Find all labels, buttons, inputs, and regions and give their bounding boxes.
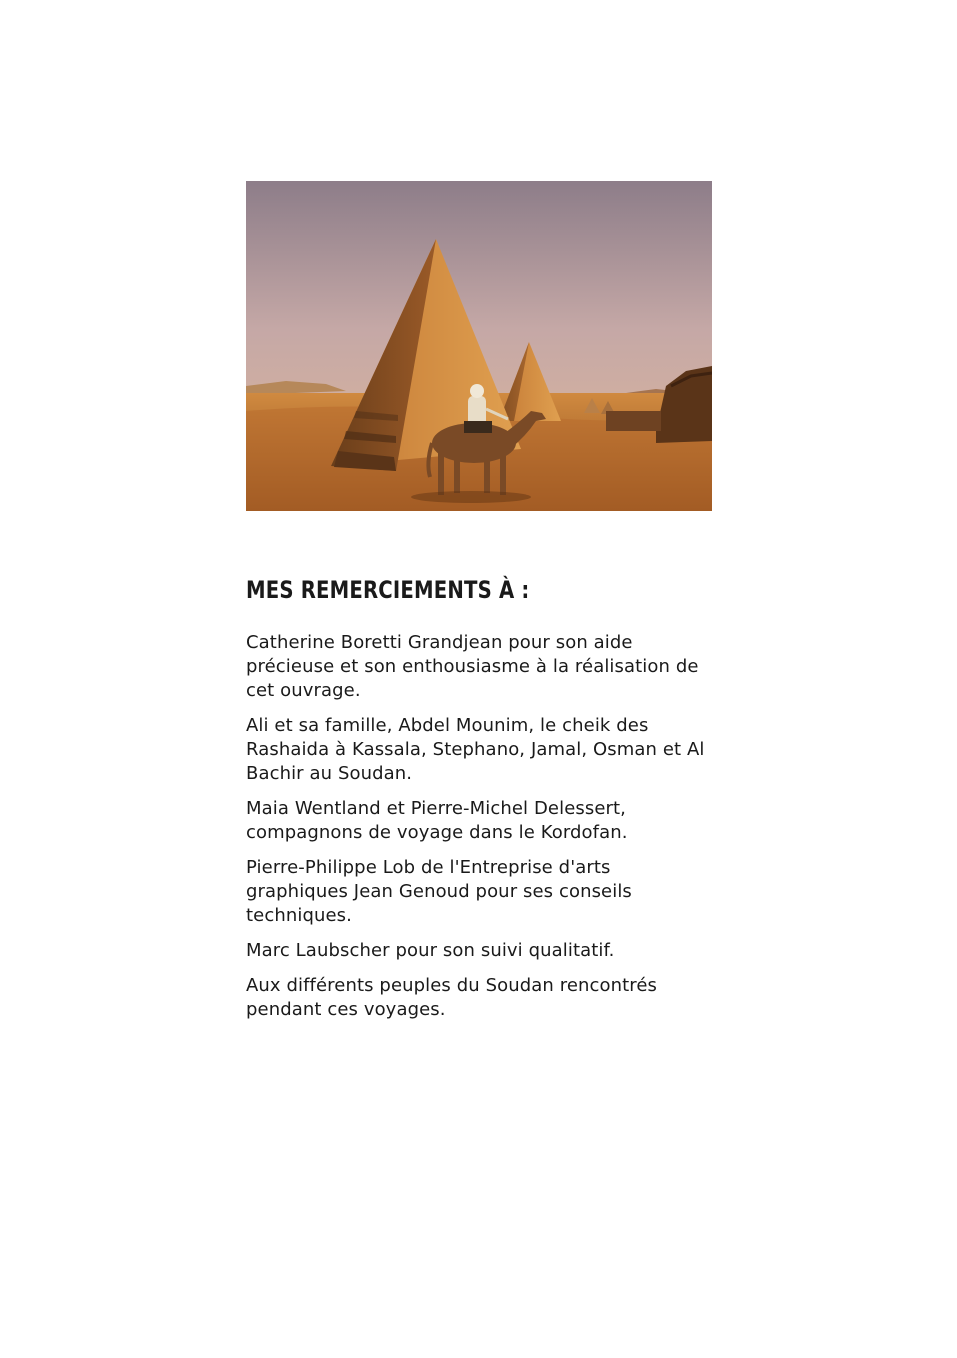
acknowledgement-paragraph: Catherine Boretti Grandjean pour son aide précieuse et son enthousiasme à la réalisation de cet ouvrage.	[246, 632, 699, 701]
acknowledgement-paragraph: Maia Wentland et Pierre-Michel Delessert, compagnons de voyage dans le Kordofan.	[246, 798, 628, 843]
acknowledgements-body	[246, 631, 716, 1033]
acknowledgement-paragraph: Aux différents peuples du Soudan rencontrés pendant ces voyages.	[246, 975, 658, 1020]
acknowledgements-heading: MES REMERCIEMENTS À :	[246, 576, 530, 604]
pyramids-camel-illustration	[246, 181, 712, 511]
acknowledgement-paragraph: Pierre-Philippe Lob de l'Entreprise d'arts graphiques Jean Genoud pour ses conseils techniques.	[246, 857, 632, 926]
acknowledgement-paragraph: Ali et sa famille, Abdel Mounim, le cheik des Rashaida à Kassala, Stephano, Jamal, Osman et Al Bachir au Soudan.	[246, 715, 705, 784]
pyramids-photo	[246, 181, 712, 511]
acknowledgement-paragraph: Marc Laubscher pour son suivi qualitatif.	[246, 940, 615, 961]
